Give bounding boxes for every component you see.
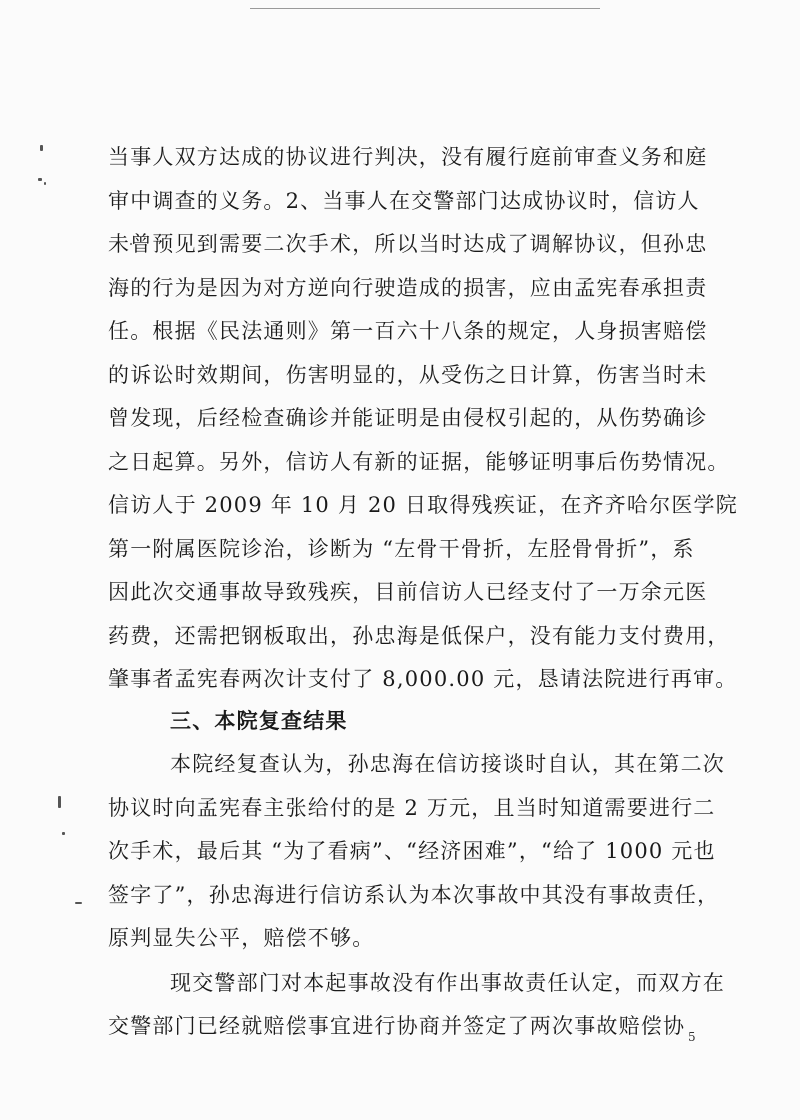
text-line: 交警部门已经就赔偿事宜进行协商并签定了两次事故赔偿协 [108,1014,686,1038]
scan-speck [58,796,61,808]
text-line: 未曾预见到需要二次手术，所以当时达成了调解协议，但孙忠 [108,232,708,256]
text-line: 次手术，最后其 “为了看病”、“经济困难”，“给了 1000 元也 [108,839,716,863]
scan-speck [38,178,42,181]
scan-speck [44,182,46,185]
page-number: 5 [688,1030,696,1044]
text-line: 当事人双方达成的协议进行判决，没有履行庭前审查义务和庭 [108,145,708,169]
text-line: 曾发现，后经检查确诊并能证明是由侵权引起的，从伤势确诊 [108,406,708,430]
scan-top-rule [250,8,600,9]
text-line: 肇事者孟宪春两次计支付了 8,000.00 元，恳请法院进行再审。 [108,667,738,691]
text-line: 任。根据《民法通则》第一百六十八条的规定，人身损害赔偿 [108,319,708,343]
text-line: 本院经复查认为，孙忠海在信访接谈时自认，其在第二次 [170,752,725,776]
section-heading: 三、本院复查结果 [170,708,348,733]
text-line: 原判显失公平，赔偿不够。 [108,926,375,950]
text-line: 现交警部门对本起事故没有作出事故责任认定，而双方在 [170,971,725,995]
scan-speck [75,902,82,904]
text-line: 的诉讼时效期间，伤害明显的，从受伤之日计算，伤害当时未 [108,363,708,387]
text-line: 签字了”，孙忠海进行信访系认为本次事故中其没有事故责任， [108,883,720,907]
text-line: 信访人于 2009 年 10 月 20 日取得残疾证，在齐齐哈尔医学院 [108,493,738,517]
text-line: 药费，还需把钢板取出，孙忠海是低保户，没有能力支付费用， [108,624,730,648]
text-line: 协议时向孟宪春主张给付的是 2 万元，且当时知道需要进行二 [108,796,716,820]
text-line: 第一附属医院诊治，诊断为 “左骨干骨折，左胫骨骨折”，系 [108,537,695,561]
text-line: 因此次交通事故导致残疾，目前信访人已经支付了一万余元医 [108,580,708,604]
text-line: 审中调查的义务。2、当事人在交警部门达成协议时，信访人 [108,189,700,213]
scan-speck [40,145,43,151]
scan-speck [62,832,65,835]
text-line: 之日起算。另外，信访人有新的证据，能够证明事后伤势情况。 [108,450,730,474]
text-line: 海的行为是因为对方逆向行驶造成的损害，应由孟宪春承担责 [108,276,708,300]
